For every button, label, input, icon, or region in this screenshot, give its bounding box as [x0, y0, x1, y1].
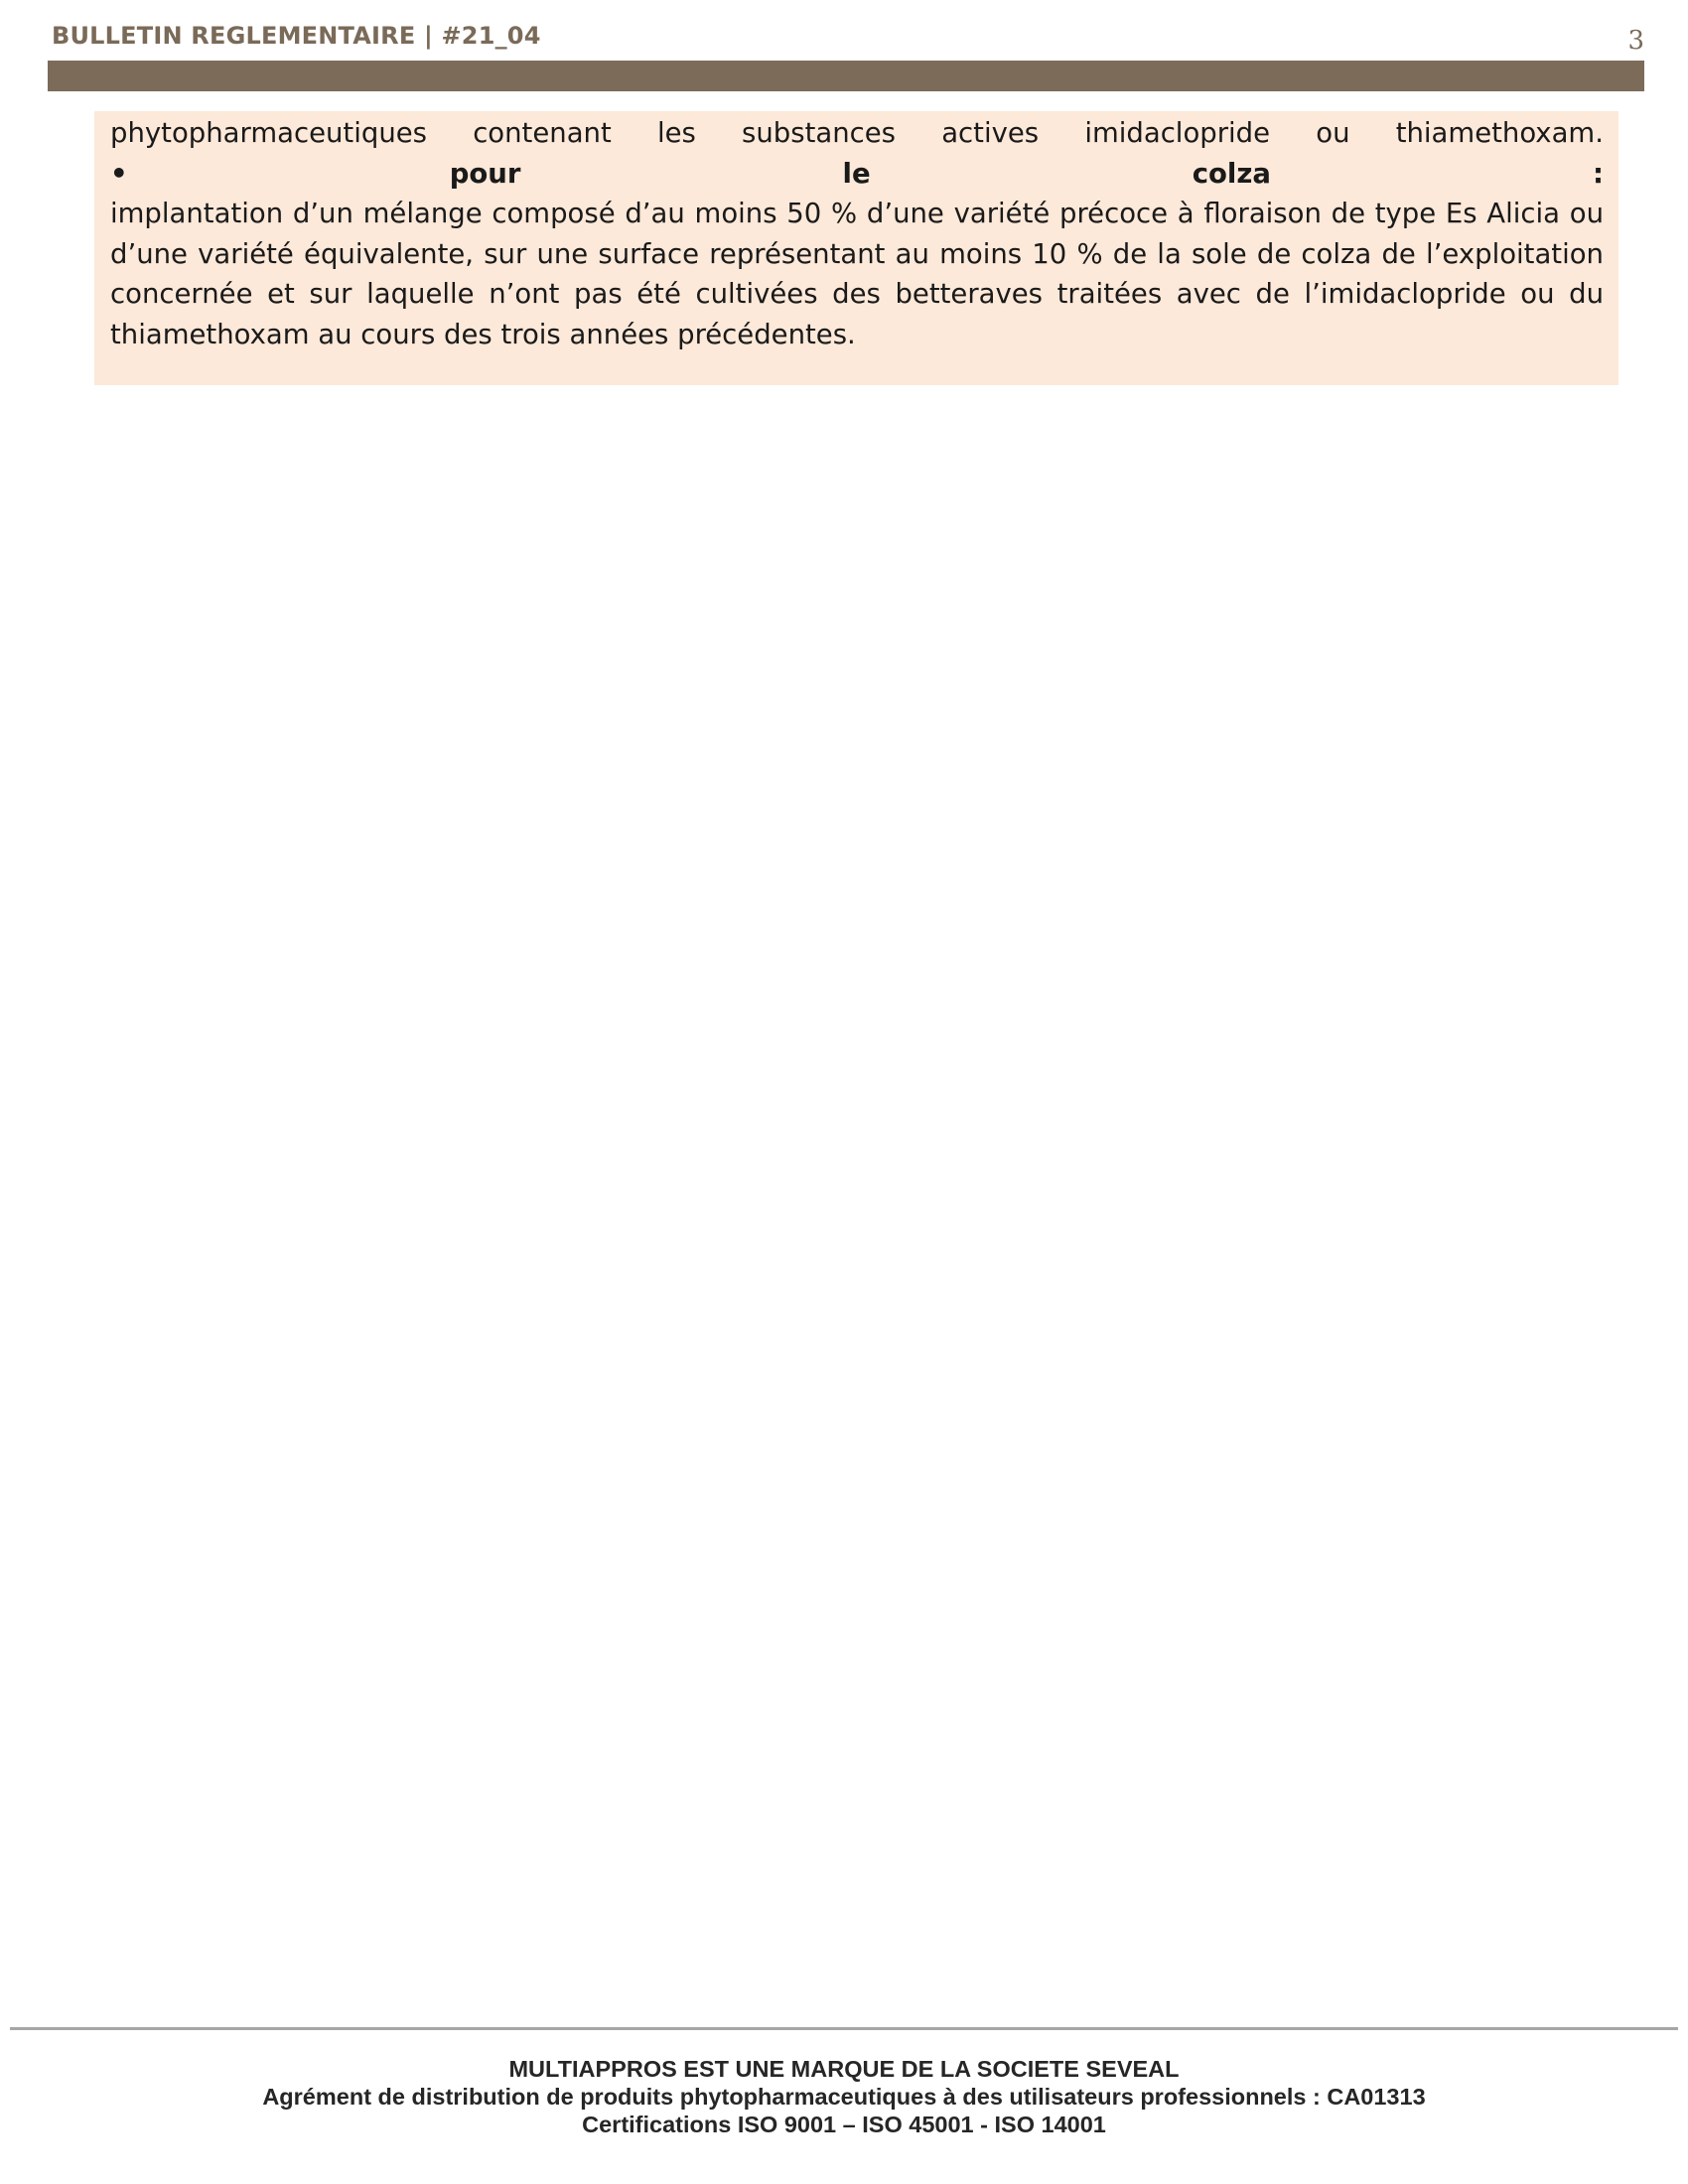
- footer-divider: [10, 2027, 1678, 2030]
- header-bar: [48, 61, 1644, 91]
- bulletin-title: BULLETIN REGLEMENTAIRE | #21_04: [52, 22, 541, 50]
- word: ou: [1316, 117, 1350, 149]
- note-line-1: [110, 113, 1604, 154]
- word: imidaclopride: [1084, 117, 1271, 149]
- highlighted-note-box: [94, 111, 1618, 385]
- footer-approval-line: Agrément de distribution de produits phytopharmaceutiques à des utilisateurs professionnels : CA01313: [262, 2084, 1426, 2110]
- page-footer: [0, 2055, 1688, 2138]
- note-text: [110, 113, 1604, 354]
- note-line-2-colza-heading: [110, 154, 1604, 195]
- word: thiamethoxam.: [1395, 117, 1604, 149]
- footer-brand-line: MULTIAPPROS EST UNE MARQUE DE LA SOCIETE SEVEAL: [508, 2056, 1180, 2082]
- word: contenant: [473, 117, 612, 149]
- word: substances: [742, 117, 897, 149]
- colon: :: [1593, 157, 1604, 190]
- word: les: [656, 117, 696, 149]
- word: pour: [449, 157, 521, 190]
- word: colza: [1192, 157, 1271, 190]
- footer-certifications-line: Certifications ISO 9001 – ISO 45001 - ISO 14001: [582, 2112, 1106, 2137]
- colza-paragraph: implantation d’un mélange composé d’au moins 50 % d’une variété précoce à floraison de type Es Alicia ou d’une variété équivalente, sur une surface représentant au moins 10 % de la sole de colza de l’exploitation concernée et sur laquelle n’ont pas été cultivées des betteraves traitées avec de l’imidaclopride ou du thiamethoxam au cours des trois années précédentes.: [110, 198, 1604, 350]
- bullet: •: [110, 157, 128, 190]
- word: actives: [941, 117, 1040, 149]
- word: le: [842, 157, 871, 190]
- word: phytopharmaceutiques: [110, 117, 427, 149]
- page-number: 3: [1627, 26, 1644, 56]
